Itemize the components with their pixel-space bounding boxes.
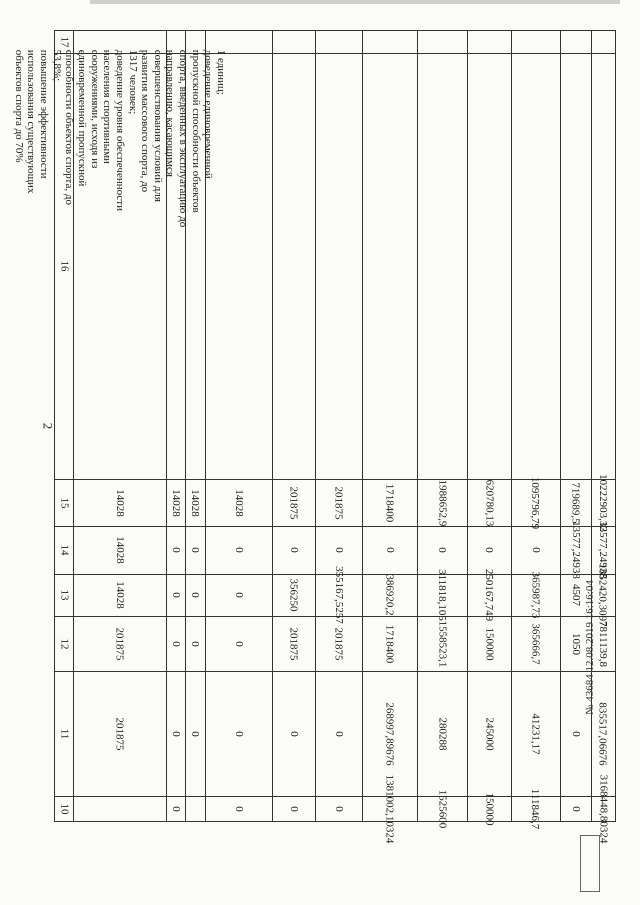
r3-v15: 0 [189, 592, 201, 598]
r5-v15: 0 [189, 730, 201, 737]
r4-v13: 201875 [287, 627, 300, 660]
r1-v14: 14028 [232, 488, 245, 517]
r6-v8: 111846,7 [529, 788, 542, 829]
row1-c13: 201875 [113, 627, 126, 660]
page-number: 2 [40, 422, 56, 430]
r4-v11: 1718400 [383, 624, 396, 663]
r4-v8: 365666,7 [529, 622, 542, 665]
r2-v9: 0 [483, 547, 495, 553]
r1-v6: 10222903,32 [597, 473, 609, 532]
r6-v10: 1525600 [436, 789, 448, 828]
r4-v16: 0 [169, 640, 182, 647]
budget-table [12, 30, 616, 843]
r3-v6: 1852420,3097 [597, 563, 609, 627]
r2-v6: 13577,24938 [597, 521, 609, 579]
col-header-10: 10 [58, 803, 70, 814]
r3-v13: 356250 [287, 578, 300, 612]
row1-c12: 201875 [113, 717, 126, 750]
row1-c14: 14028 [113, 581, 126, 609]
r2-v7: 13577,24938 [569, 521, 582, 579]
r3-v11: 386920,2 [383, 574, 396, 616]
r6-v16: 0 [169, 805, 182, 812]
r6-v7: 0 [569, 805, 582, 812]
r3-v10: 311818,105 [436, 569, 448, 621]
col-header-16: 16 [58, 260, 70, 272]
r4-v14: 0 [232, 640, 245, 647]
r2-v10: 0 [436, 547, 448, 553]
r1-v7: 719689,5 [569, 481, 582, 524]
r5-v11: 268997,89676 [383, 701, 396, 766]
r5-v10: 280288 [436, 717, 448, 750]
r6-v6: 3168448,80324 [597, 774, 609, 843]
r4-v12: 201875 [332, 627, 345, 660]
r2-v16: 0 [169, 547, 182, 553]
col-header-13: 13 [58, 589, 70, 601]
r3-v14: 0 [232, 592, 245, 598]
row1-c16: 14028 [113, 488, 126, 517]
r3-v7: 4507 [569, 584, 582, 606]
r2-v8: 0 [529, 547, 542, 553]
r1-v15: 14028 [189, 488, 201, 517]
col-header-12: 12 [58, 638, 70, 649]
r1-v10: 1988652,9 [436, 479, 448, 526]
r4-v7: 1050 [569, 632, 582, 655]
r2-v14: 0 [232, 547, 245, 553]
r4-v15: 0 [189, 640, 201, 647]
r4-v9: 150000 [483, 627, 495, 660]
r1-v16: 14028 [169, 488, 182, 517]
col-header-17: 17 [58, 36, 70, 48]
r2-v12: 0 [332, 547, 345, 553]
r1-v13: 201875 [287, 486, 300, 519]
row1-c15: 14028 [113, 536, 126, 564]
r2-v15: 0 [189, 547, 201, 553]
r3-v8: 365987,73 [529, 571, 542, 619]
col-header-11: 11 [58, 728, 70, 739]
r5-v6: 835517,06676 [597, 701, 609, 766]
r6-v9: 150000 [483, 792, 495, 825]
r3-v16: 0 [169, 592, 182, 598]
r1-v9: 620780,13 [483, 479, 495, 526]
col-header-14: 14 [58, 544, 70, 556]
r1-v12: 201875 [332, 486, 345, 519]
r5-v12: 0 [332, 730, 345, 737]
r3-v9: 250167,749 [483, 568, 495, 622]
r5-v8: 41231,17 [529, 712, 542, 755]
r4-v6: 7811139,8 [597, 620, 609, 667]
r6-v14: 0 [232, 805, 245, 812]
document-stamp [580, 835, 600, 892]
r2-v11: 0 [383, 547, 396, 553]
r6-v12: 0 [332, 805, 345, 812]
col-header-15: 15 [58, 497, 70, 508]
r5-v9: 245000 [483, 717, 495, 750]
document-footer: № 43684 12.08.2019 16:16:04 [584, 580, 596, 715]
r2-v13: 0 [287, 547, 300, 553]
r5-v13: 0 [287, 730, 300, 737]
r5-v7: 0 [569, 730, 582, 737]
r6-v11: 1381002,10324 [383, 774, 396, 843]
r6-v13: 0 [287, 805, 300, 812]
r1-v8: 1095796,79 [529, 476, 542, 529]
r5-v16: 0 [169, 730, 182, 737]
results-text: 1 единиц; доведение единовременной пропускной способности объектов спорта, введенных в эксплуатацию до направлению, касающимся совершенствования условий для развития массового спорта, до 1317 человек; доведение уровня обеспеченности населения спортивными сооружениями, исходя из единовременной пропускной способности объектов спорта, до 53,8%; повышение эффективности использования существующих объектов спорта до 70% [12, 49, 227, 228]
r5-v14: 0 [232, 730, 245, 737]
r1-v11: 1718400 [383, 483, 396, 522]
r3-v12: 355167,5257 [332, 566, 345, 624]
scan-edge [90, 0, 620, 4]
r4-v10: 1558523,1 [436, 620, 448, 667]
